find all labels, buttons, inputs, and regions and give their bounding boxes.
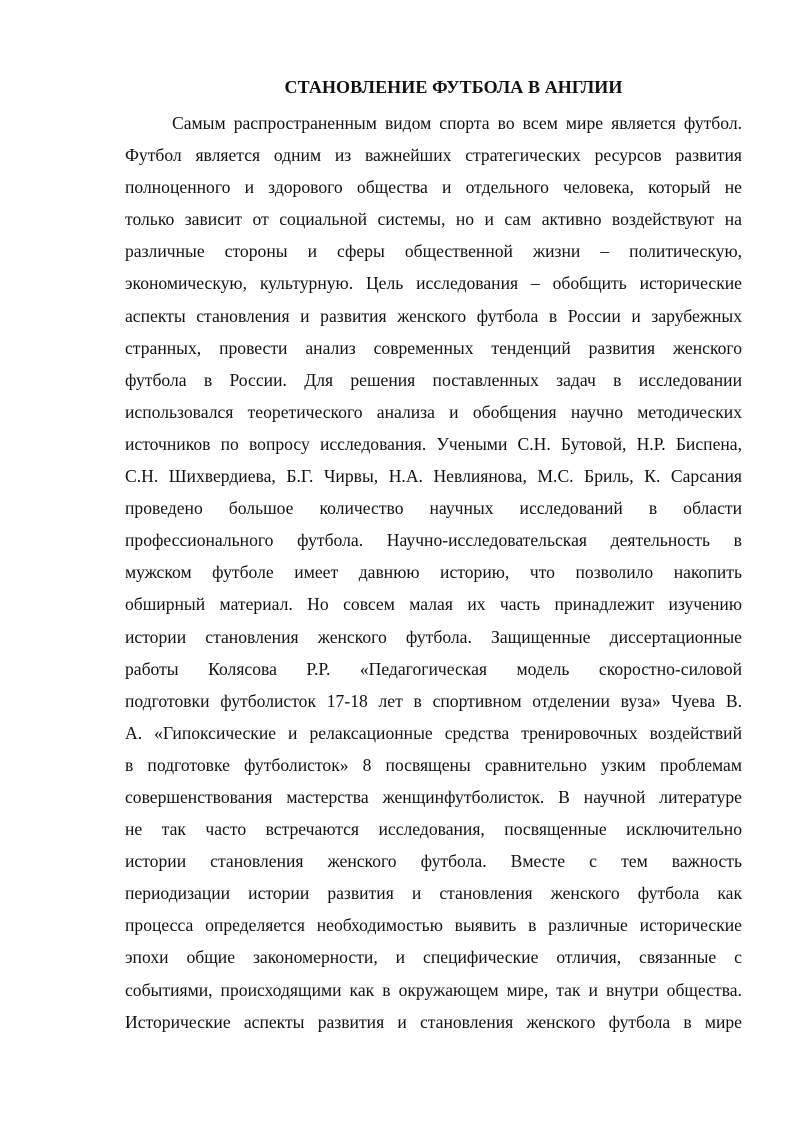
text-line: совершенствования мастерства женщинфутболисток. В научной литературе [125,786,742,807]
text-line: подготовки футболисток 17-18 лет в спортивном отделении вуза» Чуева В. [125,690,742,711]
text-line: Футбол является одним из важнейших стратегических ресурсов развития [125,145,742,166]
text-line: полноценного и здорового общества и отдельного человека, который не [125,177,742,198]
text-line: экономическую, культурную. Цель исследования – обобщить исторические [125,273,742,294]
text-line: Исторические аспекты развития и становления женского футбола в мире [125,1011,742,1032]
text-line: С.Н. Шихвердиева, Б.Г. Чирвы, Н.А. Невлиянова, М.С. Бриль, К. Сарсания [125,466,742,487]
text-line: не так часто встречаются исследования, посвященные исключительно [125,819,742,840]
text-line: использовался теоретического анализа и обобщения научно методических [125,401,742,422]
text-line: только зависит от социальной системы, но и сам активно воздействуют на [125,209,742,230]
text-line: различные стороны и сферы общественной жизни – политическую, [125,241,742,262]
text-line: работы Колясова Р.Р. «Педагогическая модель скоростно-силовой [125,658,742,679]
text-line: проведено большое количество научных исследований в области [125,498,742,519]
text-line: мужском футболе имеет давнюю историю, что позволило накопить [125,562,742,583]
text-line: эпохи общие закономерности, и специфические отличия, связанные с [125,947,742,968]
text-line: странных, провести анализ современных тенденций развития женского [125,337,742,358]
text-line: футбола в России. Для решения поставленных задач в исследовании [125,369,742,390]
text-line: событиями, происходящими как в окружающем мире, так и внутри общества. [125,979,742,1000]
text-line: истории становления женского футбола. Вместе с тем важность [125,851,742,872]
text-line: А. «Гипоксические и релаксационные средства тренировочных воздействий [125,722,742,743]
text-line: истории становления женского футбола. Защищенные диссертационные [125,626,742,647]
text-line: в подготовке футболисток» 8 посвящены сравнительно узким проблемам [125,754,742,775]
document-title: СТАНОВЛЕНИЕ ФУТБОЛА В АНГЛИИ [284,77,623,97]
body-paragraph [125,107,742,1038]
text-line: обширный материал. Но совсем малая их часть принадлежит изучению [125,594,742,615]
text-line: Самым распространенным видом спорта во всем мире является футбол. [172,113,742,133]
text-line: периодизации истории развития и становления женского футбола как [125,883,742,904]
text-line: аспекты становления и развития женского футбола в России и зарубежных [125,305,742,326]
text-line: процесса определяется необходимостью выявить в различные исторические [125,915,742,936]
text-line: профессионального футбола. Научно-исследовательская деятельность в [125,530,742,551]
text-line: источников по вопросу исследования. Учеными С.Н. Бутовой, Н.Р. Биспена, [125,433,742,454]
